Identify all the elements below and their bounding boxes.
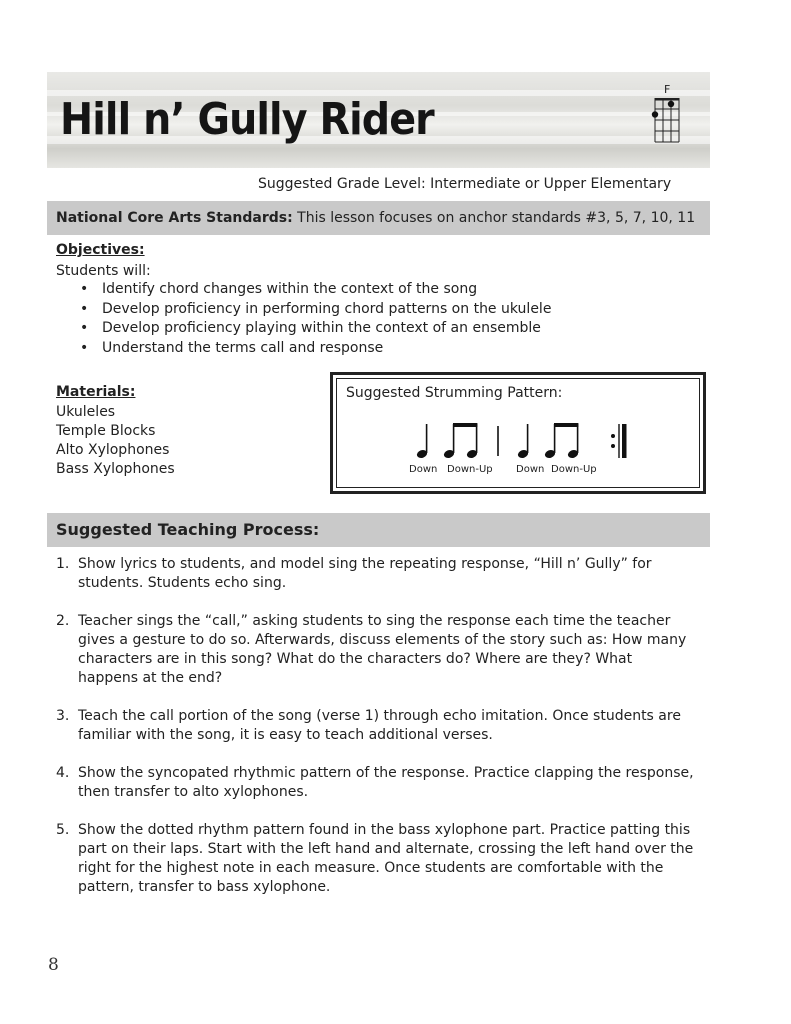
list-item: [56, 764, 696, 802]
bullet-icon: •: [80, 339, 89, 356]
process-steps: [56, 555, 696, 916]
objective-text: Develop proficiency in performing chord patterns on the ukulele: [102, 300, 552, 317]
strum-label: Down: [409, 464, 438, 475]
objectives-intro: Students will:: [56, 263, 151, 279]
process-heading: Suggested Teaching Process:: [56, 520, 320, 539]
list-item: Temple Blocks: [56, 423, 156, 439]
rhythm-notation: [402, 418, 632, 462]
list-item: [56, 319, 551, 339]
grade-level: Suggested Grade Level: Intermediate or Upper Elementary: [258, 176, 672, 192]
step-text: Show the dotted rhythm pattern found in the bass xylophone part. Practice patting this part on their laps. Start with the left hand and alternate, crossing the left hand over the right for the highest note in each measure. Once students are comfortable with the pattern, transfer to bass xylophone.: [78, 822, 694, 895]
strum-label: Down-Up: [551, 464, 597, 475]
materials-list: [56, 403, 175, 479]
bullet-icon: •: [80, 300, 89, 317]
list-item: [56, 555, 696, 593]
step-number: 2.: [56, 613, 70, 629]
list-item: [56, 280, 551, 300]
bullet-icon: •: [80, 320, 89, 336]
step-text: Show the syncopated rhythmic pattern of the response. Practice clapping the response, then transfer to alto xylophones.: [78, 765, 694, 800]
list-item: [56, 339, 551, 359]
step-number: 3.: [56, 708, 70, 724]
chord-name: F: [664, 83, 671, 96]
list-item: [56, 612, 696, 688]
step-number: 4.: [56, 765, 70, 781]
list-item: Ukuleles: [56, 404, 116, 420]
strum-label: Down-Up: [447, 464, 493, 475]
strum-label: Down: [516, 464, 545, 475]
objectives-list: [56, 280, 551, 358]
quarter-note-icon: [416, 424, 428, 459]
step-text: Show lyrics to students, and model sing the repeating response, “Hill n’ Gully” for students. Students echo sing.: [78, 556, 652, 591]
standards-description: This lesson focuses on anchor standards #3, 5, 7, 10, 11: [292, 210, 696, 226]
standards-text: [56, 210, 695, 226]
list-item: [56, 707, 696, 745]
eighth-notes-icon: [544, 423, 579, 459]
chord-diagram-icon: [651, 96, 683, 146]
strumming-title: Suggested Strumming Pattern:: [346, 385, 563, 401]
quarter-note-icon: [517, 424, 529, 459]
list-item: Alto Xylophones: [56, 442, 170, 458]
list-item: [56, 300, 551, 320]
standards-label: National Core Arts Standards:: [56, 210, 293, 226]
objective-text: Understand the terms call and response: [102, 339, 384, 356]
objective-text: Develop proficiency playing within the context of an ensemble: [102, 320, 541, 336]
step-text: Teach the call portion of the song (verse 1) through echo imitation. Once students are familiar with the song, it is easy to teach additional verses.: [78, 708, 681, 743]
eighth-notes-icon: [443, 423, 478, 459]
objective-text: Identify chord changes within the context of the song: [102, 281, 478, 297]
step-number: 1.: [56, 556, 70, 572]
list-item: [56, 821, 696, 897]
objectives-heading: Objectives:: [56, 242, 145, 258]
repeat-sign-icon: [611, 424, 627, 458]
step-number: 5.: [56, 822, 70, 838]
list-item: Bass Xylophones: [56, 461, 175, 477]
step-text: Teacher sings the “call,” asking students to sing the response each time the teacher gives a gesture to do so. Afterwards, discuss elements of the story such as: How many characters are in this song? What do the characters do? Where are they? What happens at the end?: [78, 613, 687, 686]
page-number: 8: [48, 955, 59, 975]
materials-heading: Materials:: [56, 384, 136, 400]
page-title: Hill n’ Gully Rider: [60, 94, 434, 145]
bullet-icon: •: [80, 281, 89, 297]
